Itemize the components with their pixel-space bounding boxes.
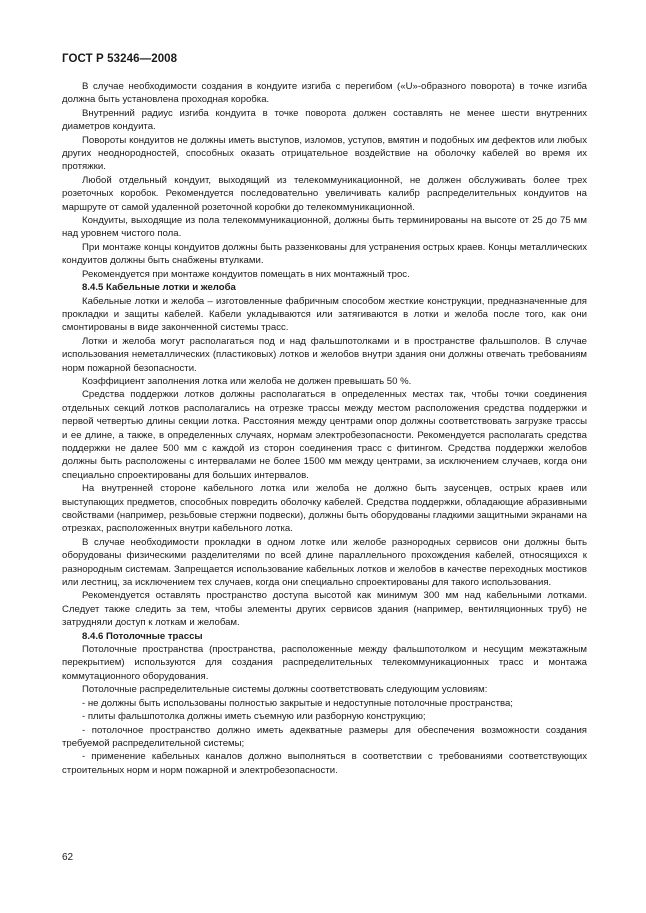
paragraph: - плиты фальшпотолка должны иметь съемную или разборную конструкцию; — [82, 711, 426, 723]
section-heading: 8.4.5 Кабельные лотки и желоба — [82, 282, 236, 294]
paragraph: - применение кабельных каналов должно выполняться в соответствии с требованиями соответствующих строительных норм и норм пожарной и электробезопасности. — [62, 751, 587, 776]
paragraph: В случае необходимости прокладки в одном лотке или желобе разнородных сервисов они должны быть оборудованы физическими разделителями по всей длине параллельного прохождения кабелей, относящихся к разнородным системам. Запрещается использование кабельных лотков и желобов в качестве переходных мостиков или лестниц, за исключением тех случаев, когда они специально спроектированы для такого использования. — [62, 536, 587, 589]
paragraph: Лотки и желоба могут располагаться под и над фальшпотолками и в пространстве фальшполов. В случае использования неметаллических (пластиковых) лотков и желобов внутри здания они должны отвечать требованиям норм пожарной безопасности. — [62, 335, 587, 374]
paragraph: Потолочные пространства (пространства, расположенные между фальшпотолком и несущим межэтажным перекрытием) используются для создания распределительных телекоммуникационных трасс и монтажа коммутационного оборудования. — [62, 644, 587, 682]
paragraph: - не должны быть использованы полностью закрытые и недоступные потолочные пространства; — [82, 697, 513, 709]
paragraph: Повороты кондуитов не должны иметь выступов, изломов, уступов, вмятин и подобных им дефектов или любых других неоднородностей, способных оказать отрицательное воздействие на оболочку кабелей во время их протяжки. — [62, 134, 587, 173]
section-heading: 8.4.6 Потолочные трассы — [82, 630, 203, 642]
paragraph: Кабельные лотки и желоба – изготовленные фабричным способом жесткие конструкции, предназначенные для прокладки и защиты кабелей. Кабели укладываются или затягиваются в лотки и желоба после того, как они смонтированы в виде законченной системы трасс. — [62, 295, 587, 334]
paragraph: Любой отдельный кондуит, выходящий из телекоммуникационной, не должен обслуживать более трех розеточных коробок. Рекомендуется последовательно увеличивать калибр распределительных кондуитов на маршруте от самой удаленной розеточной коробки до телекоммуникационной. — [62, 174, 587, 213]
paragraph: В случае необходимости создания в кондуите изгиба с перегибом («U»-образного поворота) в точке изгиба должна быть установлена проходная коробка. — [62, 81, 587, 106]
paragraph: Потолочные распределительные системы должны соответствовать следующим условиям: — [82, 684, 488, 696]
paragraph: При монтаже концы кондуитов должны быть раззенкованы для устранения острых краев. Концы металлических кондуитов должны быть снабжены втулками. — [62, 241, 587, 267]
paragraph: - потолочное пространство должно иметь адекватные размеры для обеспечения возможности создания требуемой распределительной системы; — [62, 724, 587, 749]
paragraph: Внутренний радиус изгиба кондуита в точке поворота должен составлять не менее шести внутренних диаметров кондуита. — [62, 107, 587, 133]
paragraph: На внутренней стороне кабельного лотка или желоба не должно быть заусенцев, острых краев или выступающих предметов, способных повредить оболочку кабелей. Средства поддержки, обладающие абразивными свойствами (например, резьбовые стержни подвески), должны быть оборудованы гладкими защитными экранами на отрезках, расположенных внутри кабельного лотка. — [62, 483, 587, 535]
paragraph: Кондуиты, выходящие из пола телекоммуникационной, должны быть терминированы на высоте от 25 до 75 мм над уровнем чистого пола. — [62, 215, 587, 240]
paragraph: Средства поддержки лотков должны располагаться в определенных местах так, чтобы точки соединения отдельных секций лотков располагались на отрезке трассы между местом расположения средства поддержки и первой четвертью длины секции лотка. Расстояния между центрами опор должны соответствовать загрузке трассы и ее длине, а также, в определенных случаях, нормам электробезопасности. Рекомендуется располагать средства поддержки не далее 500 мм с каждой из сторон соединения трасс с фитингом. Средства поддержки желобов должны быть расположены с интервалами не более 1500 мм между центрами, за исключением случаев, когда они специально спроектированы для больших интервалов. — [62, 389, 587, 481]
document-body — [62, 80, 587, 777]
paragraph: Коэффициент заполнения лотка или желоба не должен превышать 50 %. — [82, 375, 412, 387]
paragraph: Рекомендуется оставлять пространство доступа высотой как минимум 300 мм над кабельными лотками. Следует также следить за тем, чтобы элементы других сервисов здания (например, вентиляционных труб) не затрудняли доступ к лоткам и желобам. — [62, 590, 587, 629]
document-header: ГОСТ Р 53246—2008 — [62, 53, 178, 65]
paragraph: Рекомендуется при монтаже кондуитов помещать в них монтажный трос. — [82, 268, 410, 280]
page-number: 62 — [62, 852, 74, 863]
